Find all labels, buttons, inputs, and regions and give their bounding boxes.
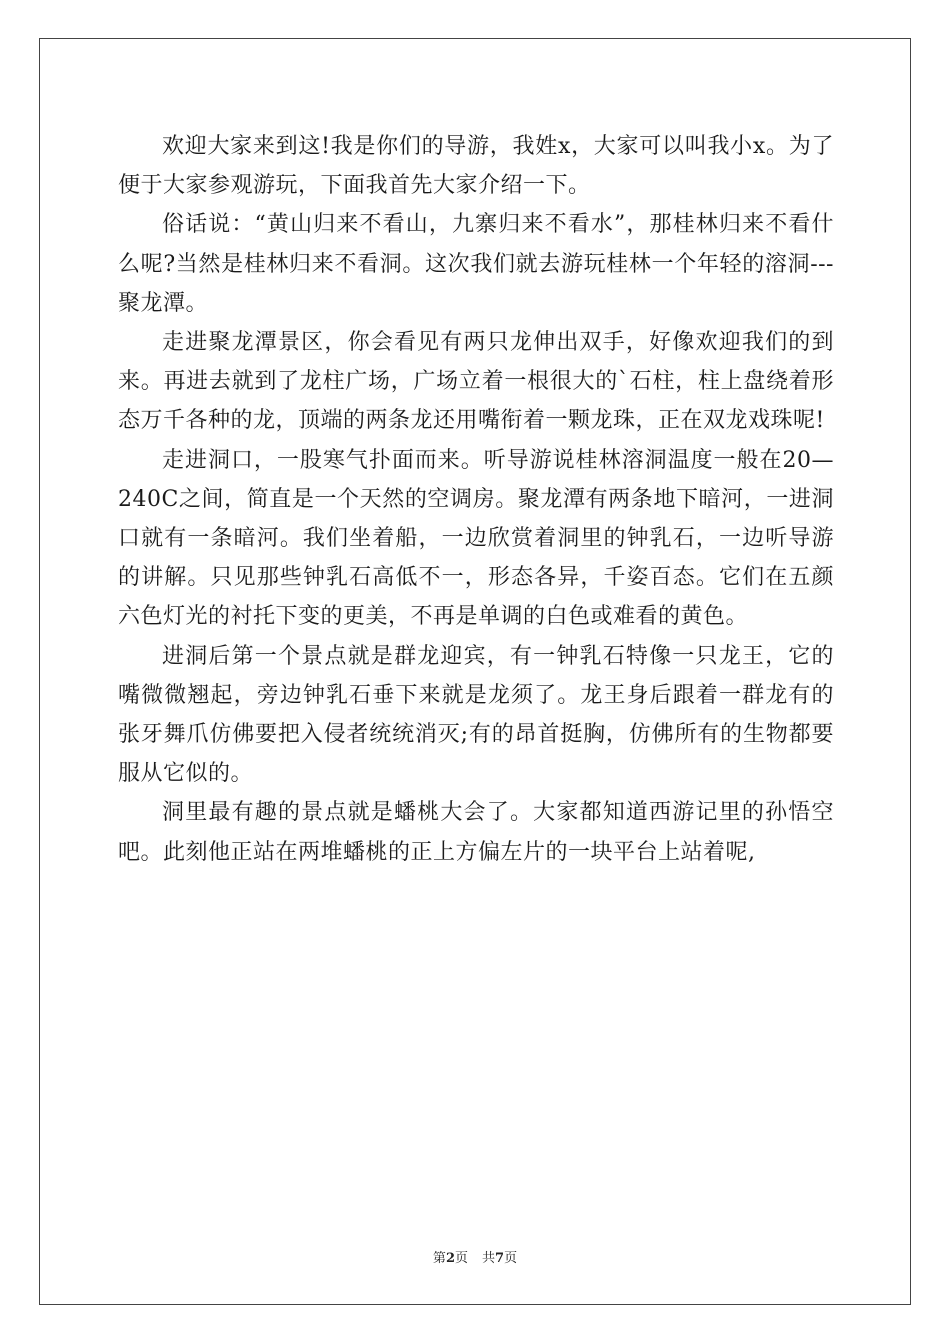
total-suffix: 页 xyxy=(504,1251,518,1266)
paragraph-proverb: 俗话说：“黄山归来不看山，九寨归来不看水”，那桂林归来不看什么呢?当然是桂林归来不看洞。这次我们就去游玩桂林一个年轻的溶洞---聚龙潭。 xyxy=(118,212,834,316)
paragraph-peach-banquet: 洞里最有趣的景点就是蟠桃大会了。大家都知道西游记里的孙悟空吧。此刻他正站在两堆蟠桃的正上方偏左片的一块平台上站着呢, xyxy=(118,800,834,865)
paragraph-welcome: 欢迎大家来到这!我是你们的导游，我姓x，大家可以叫我小x。为了便于大家参观游玩，下面我首先大家介绍一下。 xyxy=(118,134,834,199)
page-number: 2 xyxy=(445,1251,455,1266)
total-pages: 7 xyxy=(495,1251,505,1266)
paragraph-cave-entrance: 走进洞口，一股寒气扑面而来。听导游说桂林溶洞温度一般在20—240C之间，简直是一个天然的空调房。聚龙潭有两条地下暗河，一进洞口就有一条暗河。我们坐着船，一边欣赏着洞里的钟乳石，一边听导游的讲解。只见那些钟乳石高低不一，形态各异，千姿百态。它们在五颜六色灯光的衬托下变的更美，不再是单调的白色或难看的黄色。 xyxy=(118,447,834,630)
total-prefix: 共 xyxy=(482,1251,496,1266)
page-footer xyxy=(0,1247,950,1266)
paragraph-dragons-welcome: 进洞后第一个景点就是群龙迎宾，有一钟乳石特像一只龙王，它的嘴微微翘起，旁边钟乳石垂下来就是龙须了。龙王身后跟着一群龙有的张牙舞爪仿佛要把入侵者统统消灭;有的昂首挺胸，仿佛所有的生物都要服从它似的。 xyxy=(118,643,834,787)
paragraph-dragon-pillar: 走进聚龙潭景区，你会看见有两只龙伸出双手，好像欢迎我们的到来。再进去就到了龙柱广场，广场立着一根很大的`石柱，柱上盘绕着形态万千各种的龙，顶端的两条龙还用嘴衔着一颗龙珠，正在双龙戏珠呢! xyxy=(118,330,834,434)
page-prefix: 第 xyxy=(432,1251,446,1266)
document-body xyxy=(118,127,834,872)
page-suffix: 页 xyxy=(454,1251,468,1266)
